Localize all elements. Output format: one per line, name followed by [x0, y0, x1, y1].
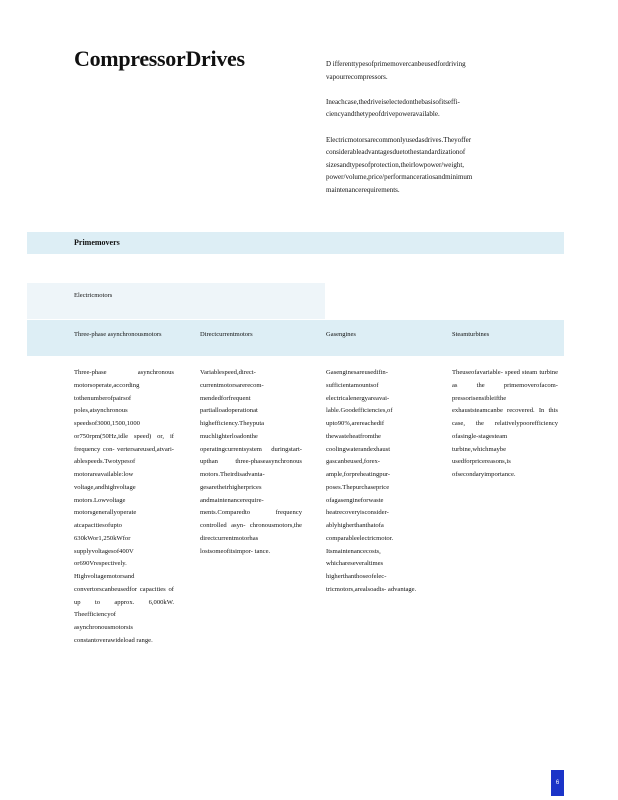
- column-text-dc-motors: Variablespeed,direct- currentmotorsarerecom- mendedforfrequent partialloadoperationat highefficiency.Theyputa muchlighterloadonthe operatingcurrentsystem duringstart-upthan three-phaseasynchronous motors.Theirdisadvanta- gesaretheirhigherprices andmaintenancerequire- ments.Comparedto frequency controlled asyn- chronousmotors,the directcurrentmotorhas lostsomeofitsimpor- tance.: [200, 369, 302, 555]
- column-heading-dc-motors: Directcurrentmotors: [200, 331, 253, 338]
- section-title: Primemovers: [74, 238, 120, 247]
- column-text-three-phase: Three-phase asynchronous motorsoperate,according tothenumberofpairsof poles,atsynchronous speedsof3000,1500,1000 or750rpm(50Hz,idle speed) or, if frequency con- vertersareused,atvari- ablespeeds.Twotypesof motorareavailable:low voltage,andhighvoltage motors.Lowvoltage motorsgenerallyoperate atcapacitiesofupto 630kWor1,250kWfor supplyvoltagesof400V or690Vrespectively. Highvoltagemotorsand convertorscanbeusedfor capacities of up to approx. 6,000kW. Theefficiencyof asynchronousmotorsis constantoverawideload range.: [74, 369, 174, 644]
- page-number-badge: 6: [551, 770, 564, 796]
- column-text-steam-turbines: Theuseofavariable- speed steam turbine as the primemoverofacom- pressorisensibleifthe exhauststeamcanbe recovered. In this case, the relativelypoorefficiency ofasingle-stagesteam turbine,whichmaybe usedforpricereasons,is ofsecondaryimportance.: [452, 369, 558, 478]
- column-heading-steam-turbines: Steamturbines: [452, 331, 490, 338]
- intro-paragraph: Electricmotorsarecommonlyusedasdrives.Theyoffer considerableadvantagesduetothestandardizationof sizesandtypesofprotection,theirlowpower/weight, power/volume,price/performanceratiosandminimum maintenancerequirements.: [326, 135, 473, 194]
- column-text-gas-engines: Gasenginesareusedifin- sufficientamountsof electricalenergyareavai- lable.Goodefficiencies,of upto90%,arereachedif thewasteheatfromthe coolingwaterandexhaust gascanbeused,forex- ample,forpreheatingpur- poses.Thepurchaseprice ofagasengineforwaste heatrecoveryisconsider- ablyhigherthanthatofa comparableelectricmotor. Itsmaintenancecosts, whichareseveraltimes higherthanthoseofelec- tricmotors,arealsoadis- advantage.: [326, 369, 417, 593]
- intro-paragraph: D ifferenttypesofprimemovercanbeusedfordriving vapourrecompressors.: [326, 60, 466, 81]
- subsection-band: [27, 283, 325, 319]
- page-title: CompressorDrives: [74, 46, 245, 71]
- column-heading-three-phase: Three-phase asynchronousmotors: [74, 331, 162, 338]
- intro-paragraph: Ineachcase,thedriveiselectedonthebasisofitseffi- ciencyandthetypeofdrivepoweravailable.: [326, 97, 460, 119]
- column-heading-gas-engines: Gasengines: [326, 331, 356, 338]
- subsection-title: Electricmotors: [74, 292, 113, 299]
- intro-text: [326, 58, 482, 209]
